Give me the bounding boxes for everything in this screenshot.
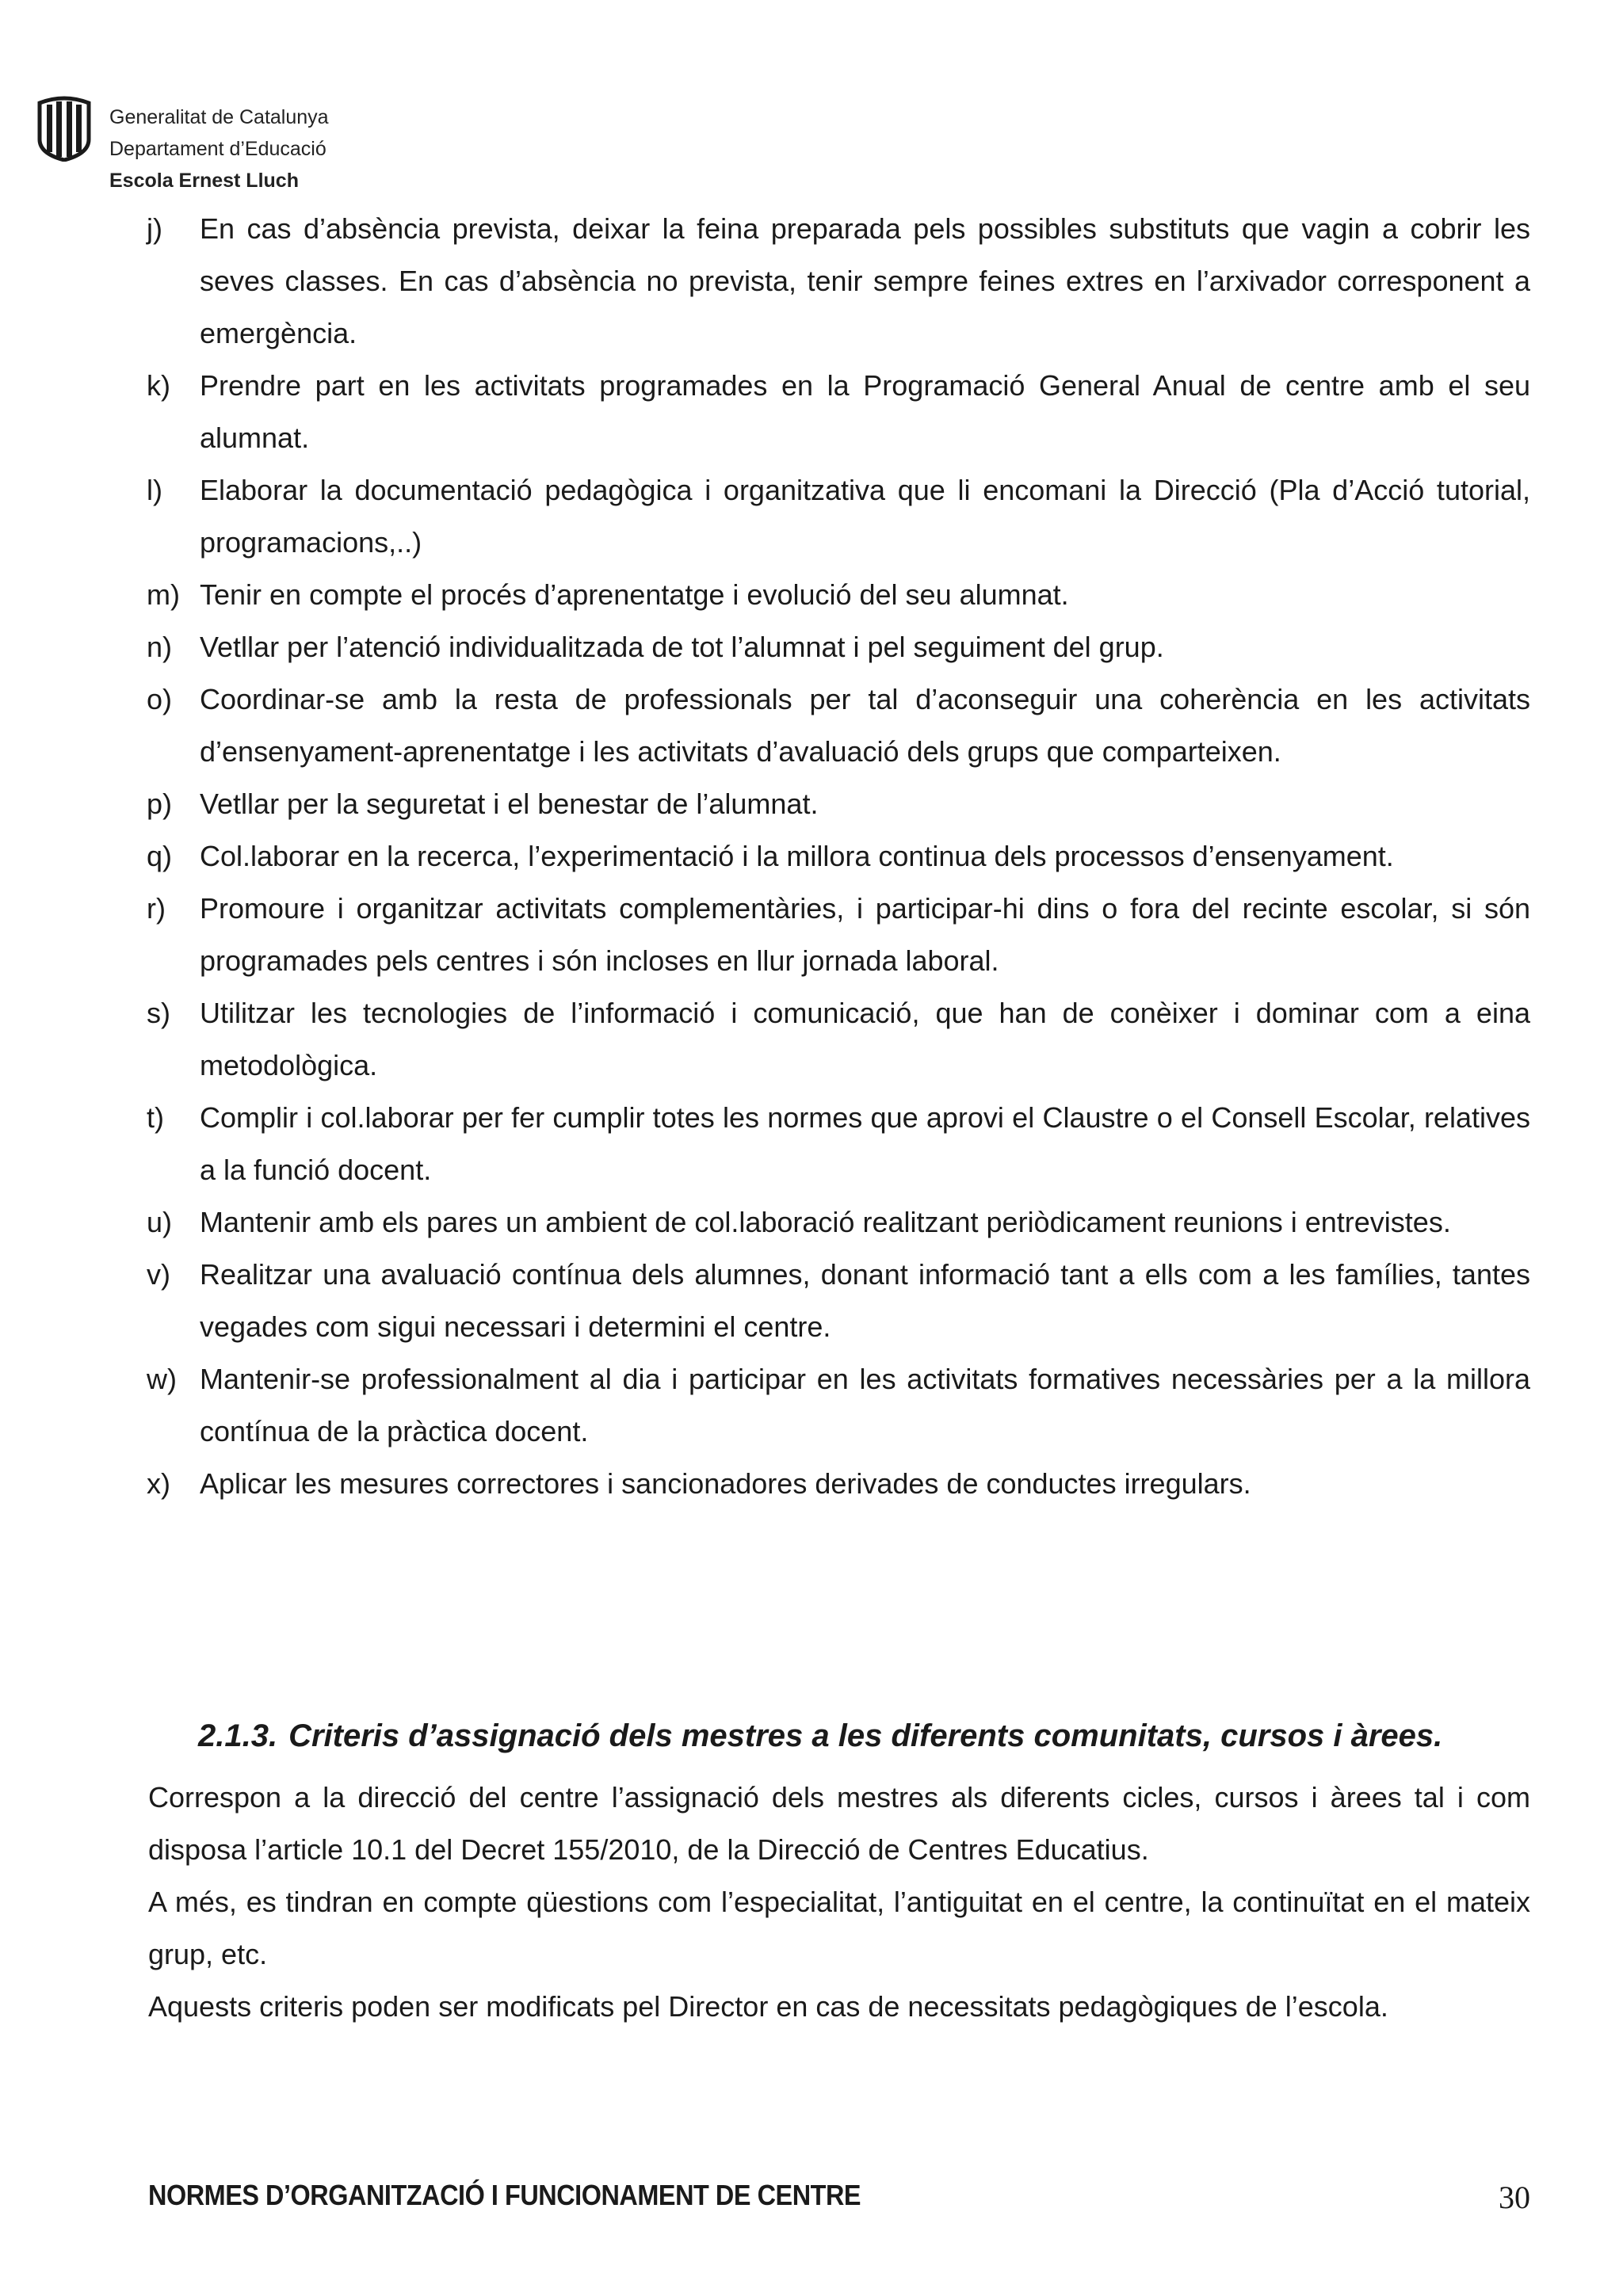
list-item-text: Mantenir amb els pares un ambient de col.laboració realitzant periòdicament reunions i entrevistes. bbox=[200, 1206, 1451, 1238]
list-item-letter: m) bbox=[147, 578, 180, 611]
list-item bbox=[147, 673, 1530, 778]
section-number: 2.1.3. bbox=[198, 1718, 278, 1753]
list-item bbox=[147, 1196, 1530, 1249]
list-item bbox=[147, 1092, 1530, 1196]
list-item-text: Aplicar les mesures correctores i sancionadores derivades de conductes irregulars. bbox=[200, 1467, 1251, 1500]
list-item-letter: k) bbox=[147, 369, 170, 402]
page-header bbox=[35, 93, 510, 196]
list-item-text: Vetllar per l’atenció individualitzada de tot l’alumnat i pel seguiment del grup. bbox=[200, 631, 1164, 663]
list-item-text: Tenir en compte el procés d’aprenentatge i evolució del seu alumnat. bbox=[200, 578, 1069, 611]
section-paragraph: A més, es tindran en compte qüestions com l’especialitat, l’antiguitat en el centre, la continuïtat en el mateix grup, etc. bbox=[148, 1886, 1530, 1970]
section-heading bbox=[198, 1714, 1442, 1758]
list-item-text: Complir i col.laborar per fer cumplir totes les normes que aprovi el Claustre o el Consell Escolar, relatives a la funció docent. bbox=[200, 1101, 1530, 1186]
section-body bbox=[148, 1772, 1530, 2033]
list-item bbox=[147, 360, 1530, 464]
list-item-text: Utilitzar les tecnologies de l’informació i comunicació, que han de conèixer i dominar com a eina metodològica. bbox=[200, 997, 1530, 1081]
page-footer bbox=[148, 2179, 1530, 2223]
list-item bbox=[147, 830, 1530, 883]
list-item bbox=[147, 1353, 1530, 1458]
section-title: Criteris d’assignació dels mestres a les diferents comunitats, cursos i àrees. bbox=[288, 1718, 1443, 1753]
list-item-letter: l) bbox=[147, 474, 162, 506]
list-item bbox=[147, 1458, 1530, 1510]
list-item-letter: s) bbox=[147, 997, 170, 1029]
list-item-letter: r) bbox=[147, 892, 166, 925]
list-item-letter: j) bbox=[147, 212, 162, 245]
list-item-letter: x) bbox=[147, 1467, 170, 1500]
list-item bbox=[147, 987, 1530, 1092]
list-item bbox=[147, 621, 1530, 673]
list-item-text: Elaborar la documentació pedagògica i organitzativa que li encomani la Direcció (Pla d’Acció tutorial, programacions,..) bbox=[200, 474, 1530, 559]
list-item bbox=[147, 464, 1530, 569]
list-item-text: Prendre part en les activitats programades en la Programació General Anual de centre amb el seu alumnat. bbox=[200, 369, 1530, 454]
header-line-generalitat: Generalitat de Catalunya bbox=[109, 106, 329, 128]
header-line-department: Departament d’Educació bbox=[109, 138, 327, 160]
list-item-letter: o) bbox=[147, 683, 173, 715]
list-item-text: Mantenir-se professionalment al dia i participar en les activitats formatives necessàries per a la millora contínua de la pràctica docent. bbox=[200, 1363, 1530, 1447]
list-item-letter: t) bbox=[147, 1101, 164, 1134]
section-paragraph: Correspon a la direcció del centre l’assignació dels mestres als diferents cicles, cursos i àrees tal i com disposa l’article 10.1 del Decret 155/2010, de la Direcció de Centres Educatius. bbox=[148, 1781, 1530, 1866]
list-item-text: En cas d’absència prevista, deixar la feina preparada pels possibles substituts que vagin a cobrir les seves classes. En cas d’absència no prevista, tenir sempre feines extres en l’arxivador corresponent a emergència. bbox=[200, 212, 1530, 349]
list-item-text: Promoure i organitzar activitats complementàries, i participar-hi dins o fora del recinte escolar, si són programades pels centres i són incloses en llur jornada laboral. bbox=[200, 892, 1530, 977]
generalitat-emblem-icon bbox=[35, 95, 94, 162]
list-item bbox=[147, 778, 1530, 830]
list-item-letter: w) bbox=[147, 1363, 177, 1395]
list-item-letter: q) bbox=[147, 840, 173, 872]
list-item-letter: u) bbox=[147, 1206, 173, 1238]
list-item-text: Coordinar-se amb la resta de professionals per tal d’aconseguir una coherència en les activitats d’ensenyament-aprenentatge i les activitats d’avaluació dels grups que comparteixen. bbox=[200, 683, 1530, 768]
list-item-letter: v) bbox=[147, 1258, 170, 1291]
list-item-letter: n) bbox=[147, 631, 173, 663]
list-item bbox=[147, 883, 1530, 987]
footer-document-title: NORMES D’ORGANITZACIÓ I FUNCIONAMENT DE CENTRE bbox=[148, 2179, 861, 2211]
list-item-text: Col.laborar en la recerca, l’experimentació i la millora continua dels processos d’ensenyament. bbox=[200, 840, 1394, 872]
header-school-name: Escola Ernest Lluch bbox=[109, 170, 299, 192]
list-item bbox=[147, 203, 1530, 360]
list-item bbox=[147, 1249, 1530, 1353]
list-item bbox=[147, 569, 1530, 621]
list-item-text: Vetllar per la seguretat i el benestar de l’alumnat. bbox=[200, 788, 819, 820]
list-item-letter: p) bbox=[147, 788, 173, 820]
duties-list bbox=[147, 203, 1530, 1510]
page-number: 30 bbox=[1499, 2180, 1530, 2215]
section-paragraph: Aquests criteris poden ser modificats pel Director en cas de necessitats pedagògiques de l’escola. bbox=[148, 1990, 1388, 2023]
list-item-text: Realitzar una avaluació contínua dels alumnes, donant informació tant a ells com a les famílies, tantes vegades com sigui necessari i determini el centre. bbox=[200, 1258, 1530, 1343]
